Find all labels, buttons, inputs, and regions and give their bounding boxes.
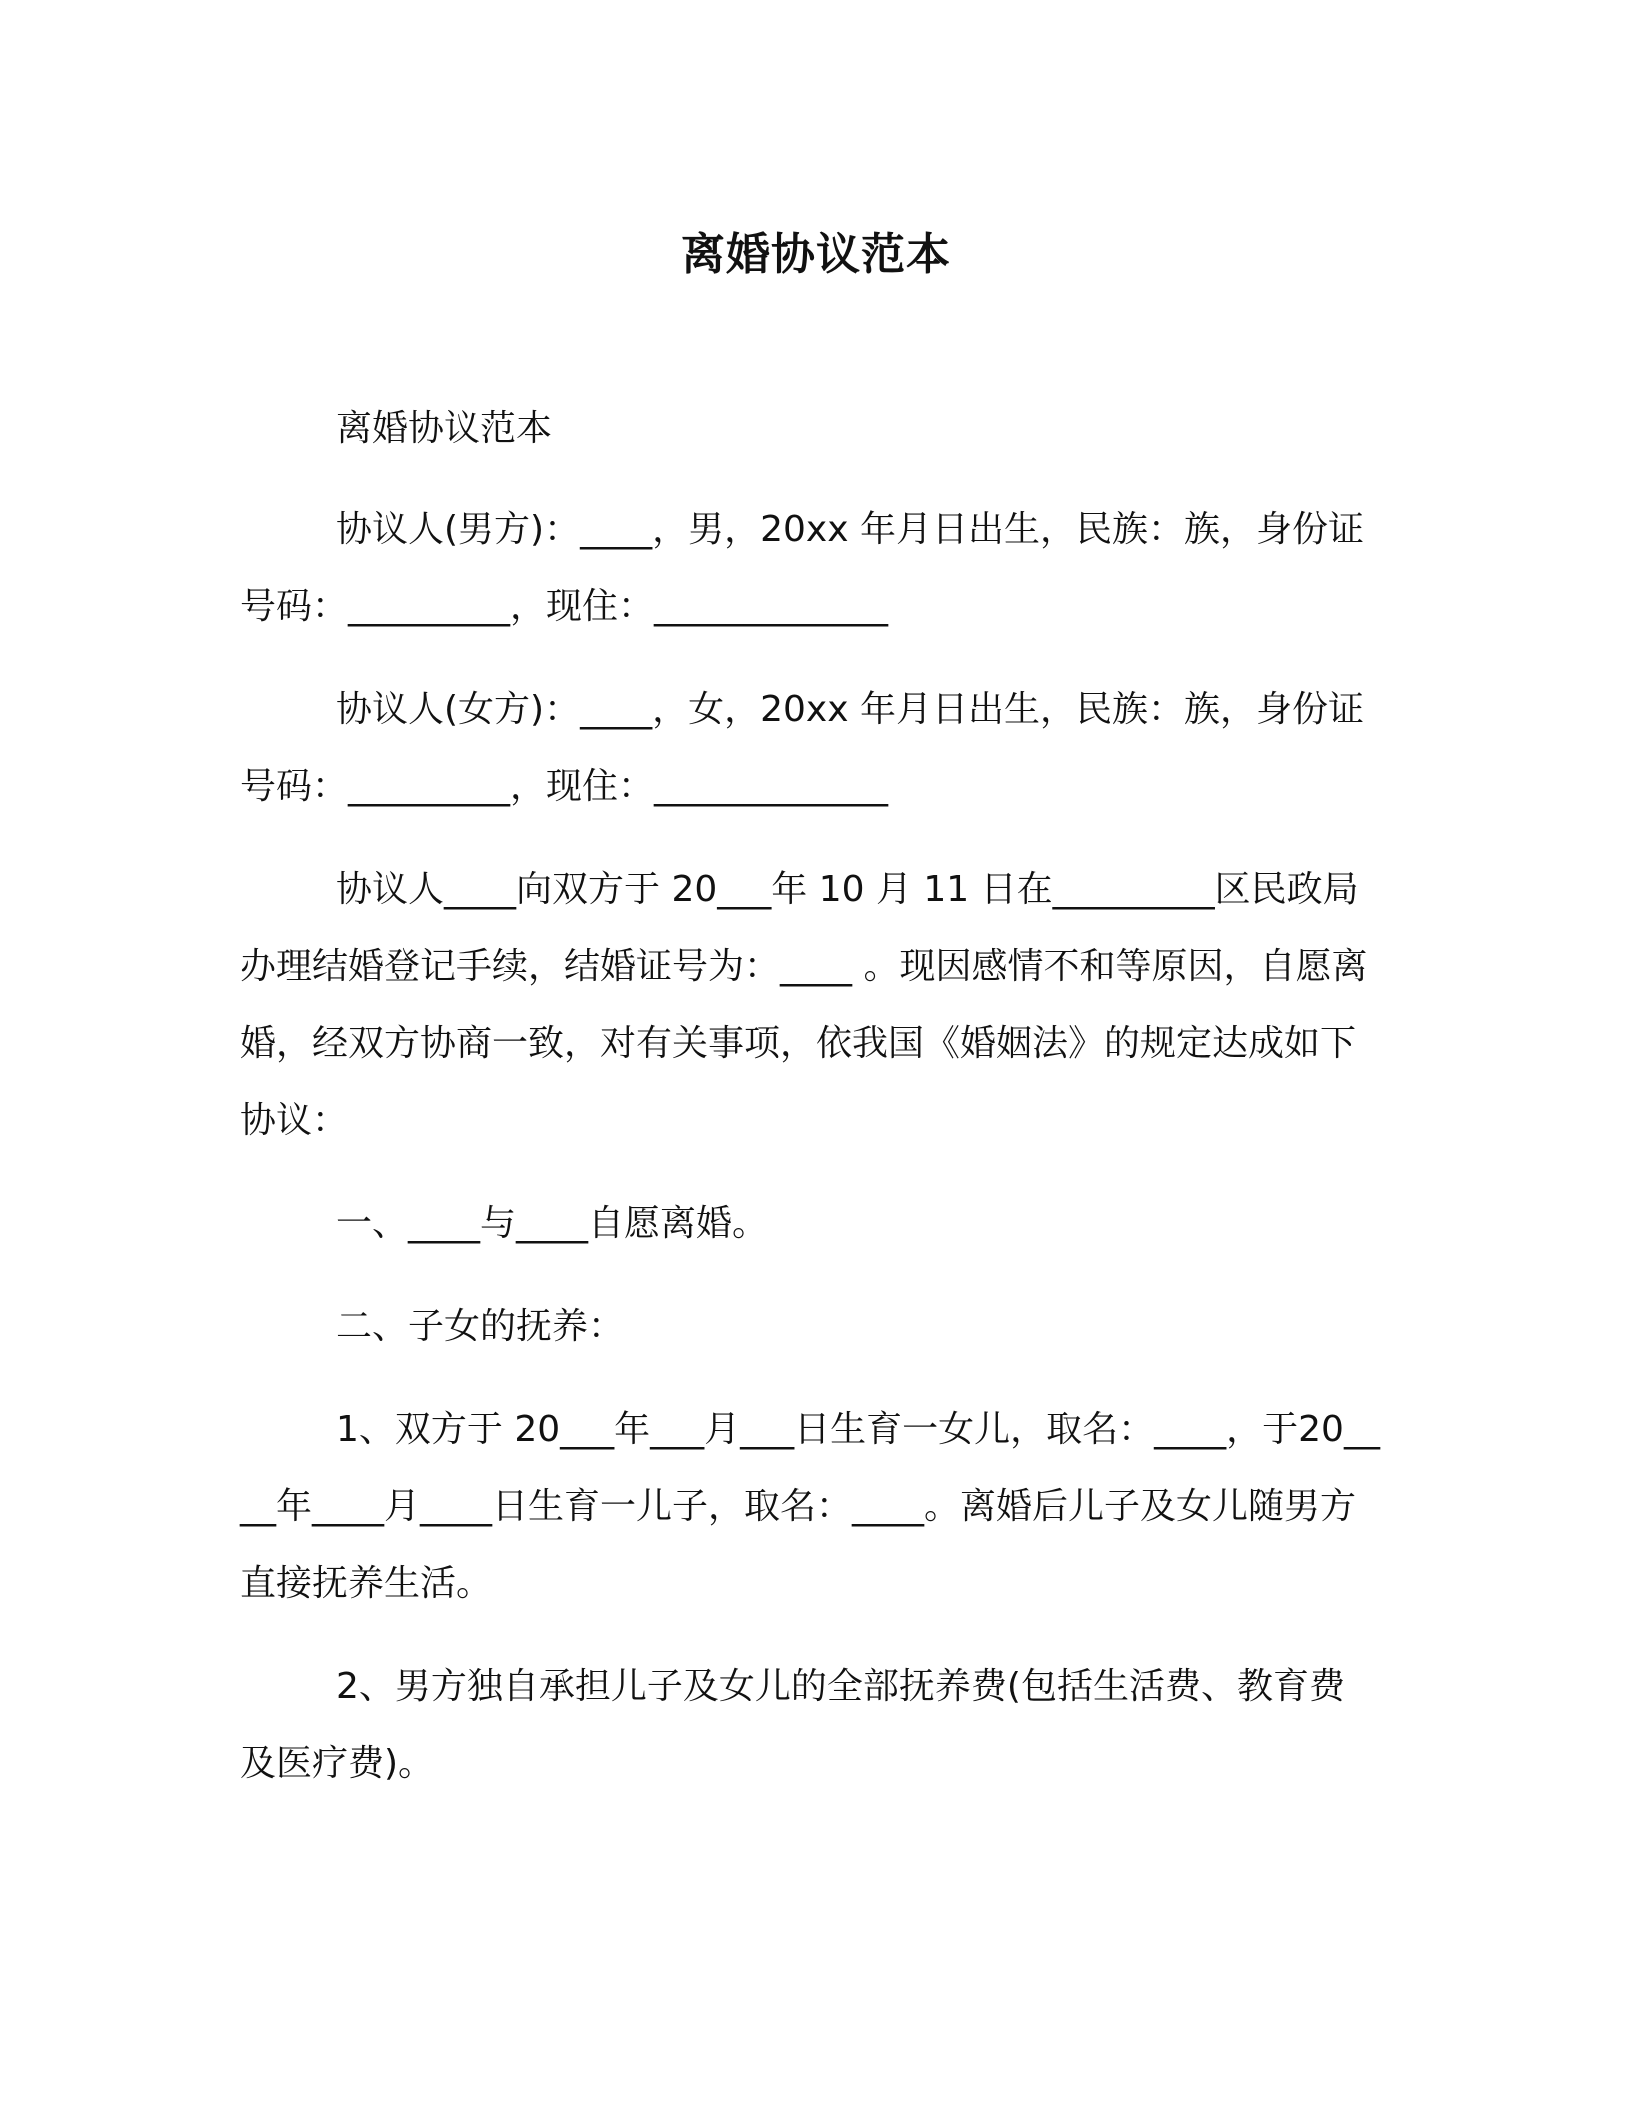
document-body (240, 390, 1380, 1828)
clause-two-item-2: 2、男方独自承担儿子及女儿的全部抚养费(包括生活费、教育费及医疗费)。 (240, 1666, 1345, 1784)
clause-two-item-1: 1、双方于 20___年___月___日生育一女儿，取名：____，于20____年____月____日生育一儿子，取名：____。离婚后儿子及女儿随男方直接抚养生活。 (240, 1409, 1380, 1604)
document-subtitle: 离婚协议范本 (336, 408, 553, 449)
female-party-paragraph: 协议人(女方)：____，女，20xx 年月日出生，民族：族，身份证号码：_________，现住：_____________ (240, 689, 1364, 807)
clause-one: 一、____与____自愿离婚。 (336, 1203, 769, 1244)
clause-two-heading: 二、子女的抚养： (336, 1306, 625, 1347)
marriage-registration-paragraph: 协议人____向双方于 20___年 10 月 11 日在_________区民政局办理结婚登记手续，结婚证号为：____ 。现因感情不和等原因，自愿离婚，经双方协商一致，对有关事项，依我国《婚姻法》的规定达成如下协议： (240, 869, 1368, 1141)
male-party-paragraph: 协议人(男方)：____，男，20xx 年月日出生，民族：族，身份证号码：_________，现住：_____________ (240, 509, 1364, 627)
document-title: 离婚协议范本 (681, 229, 951, 280)
